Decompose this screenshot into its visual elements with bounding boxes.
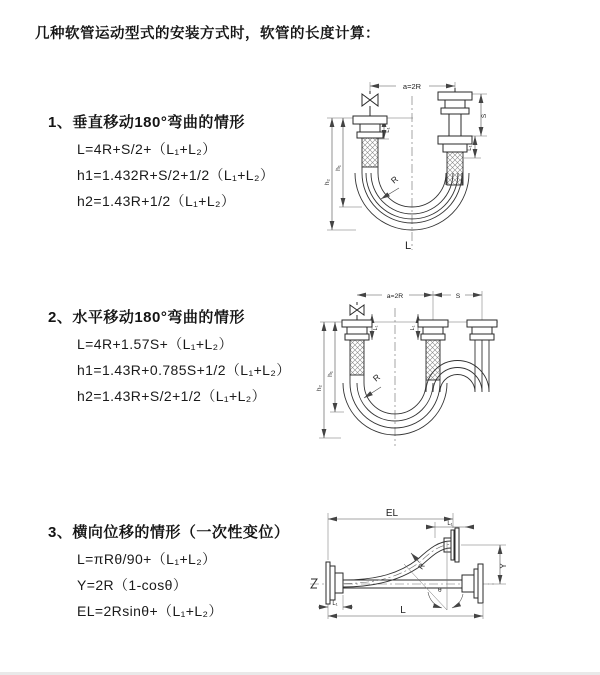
section-3-formula-L: L=πRθ/90+（L₁+L₂）	[77, 551, 217, 567]
dim-label-h2: h₂	[316, 384, 323, 392]
right-flange	[438, 88, 472, 185]
section-1-heading: 1、垂直移动180°弯曲的情形	[48, 114, 245, 131]
left-flange	[311, 562, 343, 604]
dim-label-l1-left: L₁	[373, 325, 379, 331]
section-2-formula-h2: h2=1.43R+S/2+1/2（L₁+L₂）	[77, 388, 267, 404]
page-title: 几种软管运动型式的安装方式时，软管的长度计算：	[35, 26, 380, 42]
section-1-formula-h1: h1=1.432R+S/2+1/2（L₁+L₂）	[77, 167, 275, 183]
valve-icon	[362, 91, 378, 116]
section-3-formula-Y: Y=2R（1-cosθ）	[77, 577, 188, 593]
dim-label-theta: θ	[438, 587, 442, 594]
section-3	[48, 520, 289, 624]
section-2	[48, 305, 291, 409]
dim-label-l: L	[405, 240, 412, 252]
dim-label-h2: h₂	[324, 178, 331, 186]
section-2-heading: 2、水平移动180°弯曲的情形	[48, 309, 245, 326]
right-flange	[462, 564, 483, 603]
dim-label-r: R	[388, 173, 400, 186]
right-flange	[467, 320, 497, 340]
dim-label-s: S	[481, 113, 488, 119]
section-1-formula-L: L=4R+S/2+（L₁+L₂）	[77, 141, 217, 157]
dim-label-y: Y	[499, 563, 508, 569]
dim-label-h1: h₁	[327, 371, 334, 377]
dim-label-l1-left: L₁	[385, 127, 391, 133]
braided-hose-section	[362, 138, 378, 167]
upper-flange	[444, 528, 459, 562]
dim-label-s: S	[455, 293, 461, 300]
section-2-formula-L: L=4R+1.57S+（L₁+L₂）	[77, 336, 233, 352]
valve-icon	[350, 302, 364, 320]
dim-label-l1-mid: L₁	[410, 325, 416, 331]
dim-label-l: L	[400, 605, 406, 616]
middle-flange	[418, 320, 448, 380]
dim-label-l1-right: L₁	[467, 145, 473, 151]
radius-callout	[364, 372, 382, 398]
dim-label-a2r: a=2R	[402, 82, 422, 91]
section-2-formula-h1: h1=1.43R+0.785S+1/2（L₁+L₂）	[77, 362, 291, 378]
section-1	[48, 110, 274, 214]
dim-label-l1-top: L₁	[447, 521, 453, 527]
dim-label-el: EL	[385, 508, 399, 519]
radius-callout	[381, 174, 400, 199]
diagram-vertical-movement	[310, 70, 600, 260]
section-1-formula-h2: h2=1.43R+1/2（L₁+L₂）	[77, 193, 236, 209]
left-flange	[353, 116, 387, 167]
diagram-horizontal-movement	[310, 280, 600, 470]
centerline-break-mark	[311, 579, 317, 588]
section-3-formula-EL: EL=2Rsinθ+（L₁+L₂）	[77, 603, 223, 619]
braided-hose-section	[447, 152, 463, 185]
left-flange	[342, 320, 372, 375]
braided-hose-section	[350, 340, 364, 375]
dim-label-r: R	[370, 371, 382, 384]
dim-label-a2r: a=2R	[386, 293, 404, 300]
dim-label-h1: h₁	[335, 165, 342, 171]
dim-label-l1-bottom: L₁	[332, 601, 338, 607]
dimension-lines	[316, 291, 498, 438]
diagram-lateral-displacement	[300, 500, 600, 675]
section-3-heading: 3、横向位移的情形（一次性变位）	[48, 524, 290, 541]
dim-label-r: R	[416, 561, 427, 572]
braided-hose-section	[426, 340, 440, 380]
